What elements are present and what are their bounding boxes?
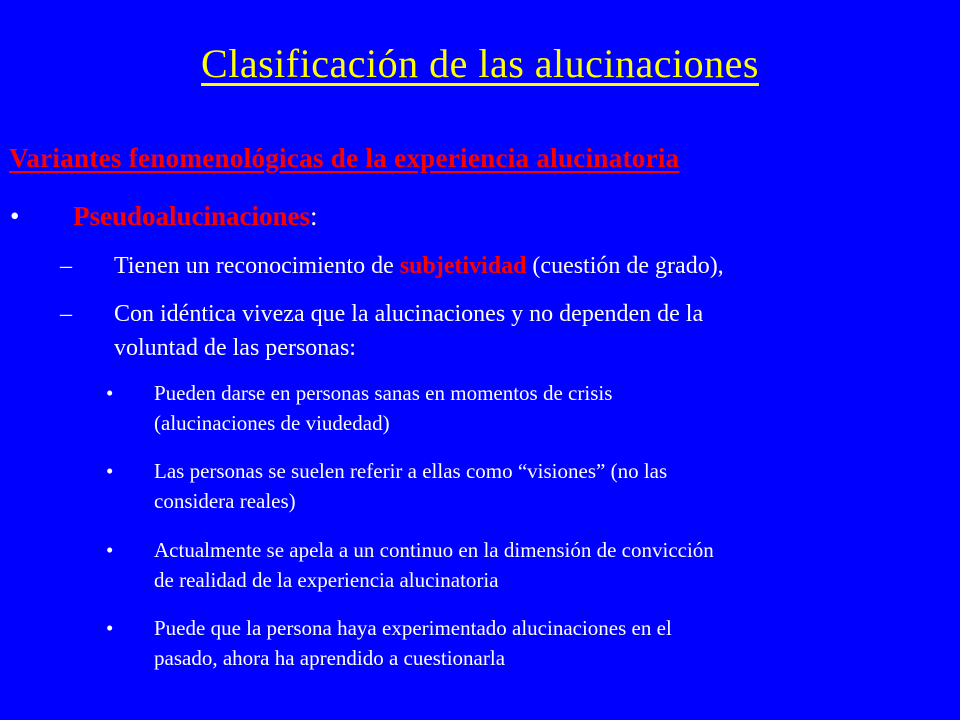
- sub-item-text: [114, 297, 944, 365]
- sub-sub-item-line: Puede que la persona haya experimentado alucinaciones en el: [154, 616, 672, 640]
- sub-sub-item-line: de realidad de la experiencia alucinatoria: [154, 568, 499, 592]
- sub-item-line: Con idéntica viveza que la alucinaciones y no dependen de la: [114, 301, 704, 327]
- bullet-icon: •: [106, 381, 114, 405]
- sub-sub-item-line: Actualmente se apela a un continuo en la dimensión de convicción: [154, 538, 714, 562]
- slide-title: Clasificación de las alucinaciones: [201, 41, 759, 86]
- bullet-icon: •: [106, 459, 114, 483]
- main-bullet-suffix: :: [310, 201, 318, 231]
- main-bullet-text: [73, 201, 318, 232]
- sub-sub-item-line: Pueden darse en personas sanas en momentos de crisis: [154, 381, 613, 405]
- sub-item-highlight: subjetividad: [399, 253, 527, 279]
- sub-sub-item-line: Las personas se suelen referir a ellas como “visiones” (no las: [154, 459, 668, 483]
- sub-sub-item-line: pasado, ahora ha aprendido a cuestionarla: [154, 646, 506, 670]
- sub-sub-item-text: [154, 535, 944, 595]
- sub-item-text-before: Tienen un reconocimiento de: [114, 253, 400, 279]
- sub-item-line: voluntad de las personas:: [114, 335, 356, 361]
- bullet-icon: •: [106, 616, 114, 640]
- sub-sub-item-line: (alucinaciones de viudedad): [154, 411, 390, 435]
- bullet-icon: •: [10, 201, 20, 231]
- sub-sub-item-text: [154, 456, 944, 516]
- dash-icon: –: [60, 253, 72, 279]
- sub-sub-item-text: [154, 613, 944, 673]
- sub-item-text: [114, 249, 944, 283]
- main-bullet-term: Pseudoalucinaciones: [73, 201, 311, 231]
- dash-icon: –: [60, 301, 72, 327]
- sub-sub-item-line: considera reales): [154, 489, 296, 513]
- bullet-icon: •: [106, 538, 114, 562]
- section-heading: Variantes fenomenológicas de la experiencia alucinatoria: [9, 143, 680, 173]
- sub-sub-item-text: [154, 378, 944, 438]
- sub-item-text-after: (cuestión de grado),: [526, 253, 724, 279]
